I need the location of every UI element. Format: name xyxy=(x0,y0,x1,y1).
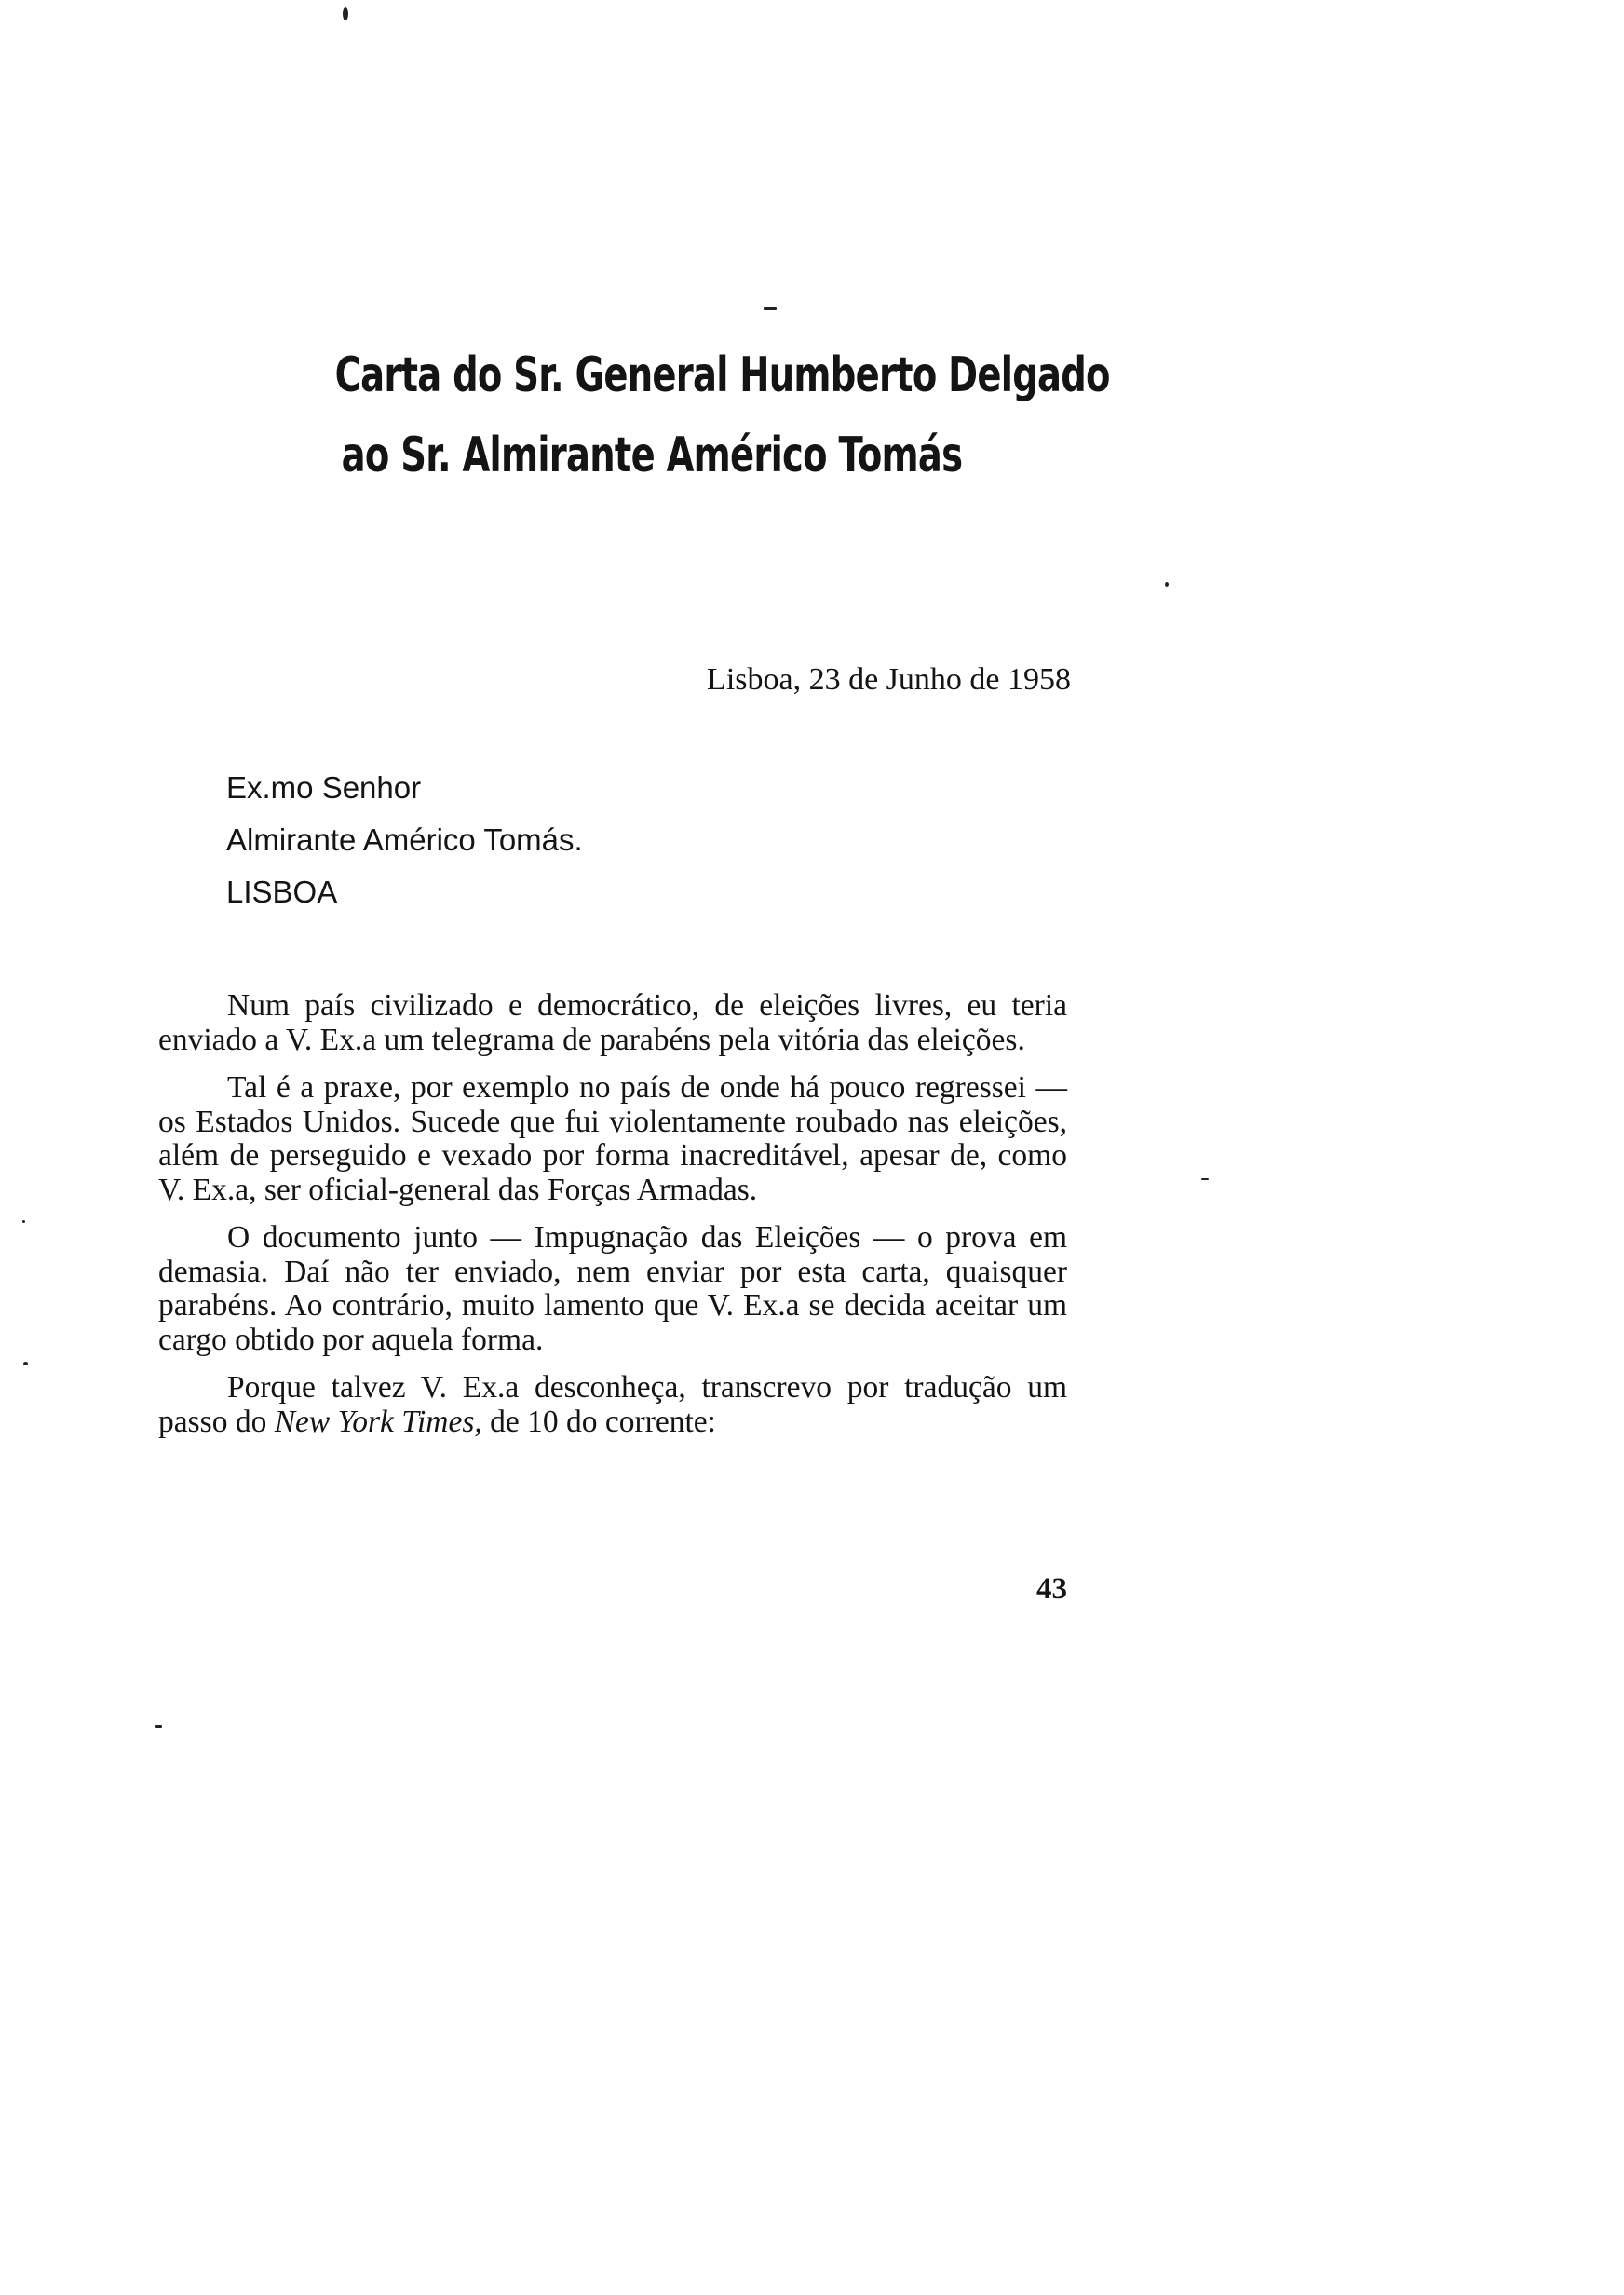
scan-speck xyxy=(343,7,348,20)
title-line-1: Carta do Sr. General Humberto Delgado xyxy=(334,347,1110,403)
title-line-2: ao Sr. Almirante Américo Tomás xyxy=(341,428,963,483)
paragraph-4 xyxy=(158,1371,1067,1439)
scan-speck xyxy=(22,1220,25,1223)
scan-speck xyxy=(1201,1178,1209,1180)
dateline: Lisboa, 23 de Junho de 1958 xyxy=(707,662,1071,697)
paragraph-3: O documento junto — Impugnação das Eleições — o prova em demasia. Daí não ter enviado, nem enviar por esta carta, quaisquer parabéns. Ao contrário, muito lamento que V. Ex.a se decida aceitar um cargo obtido por aquela forma. xyxy=(158,1220,1067,1357)
newspaper-title: New York Times, xyxy=(274,1404,482,1439)
scan-speck xyxy=(155,1725,162,1728)
paragraph-4-text-before: Porque talvez V. Ex.a desconheça, transcrevo por tradução um passo do xyxy=(158,1370,1067,1439)
paragraph-1: Num país civilizado e democrático, de eleições livres, eu teria enviado a V. Ex.a um telegrama de parabéns pela vitória das eleições. xyxy=(158,988,1067,1057)
address-name: Almirante Américo Tomás. xyxy=(226,822,583,857)
letter-title xyxy=(334,335,1110,496)
address-block xyxy=(226,762,583,918)
scan-speck xyxy=(23,1362,28,1365)
scan-speck xyxy=(1165,582,1169,587)
address-city: LISBOA xyxy=(226,875,338,909)
address-salutation: Ex.mo Senhor xyxy=(226,770,422,805)
paragraph-4-text-after: de 10 do corrente: xyxy=(481,1404,716,1439)
page-number: 43 xyxy=(1036,1572,1067,1606)
letter-body xyxy=(158,989,1067,1453)
scan-speck xyxy=(764,307,777,310)
paragraph-2: Tal é a praxe, por exemplo no país de onde há pouco regressei — os Estados Unidos. Sucede que fui violentamente roubado nas eleições, além de perseguido e vexado por forma inacreditável, apesar de, como V. Ex.a, ser oficial-general das Forças Armadas. xyxy=(158,1070,1067,1207)
